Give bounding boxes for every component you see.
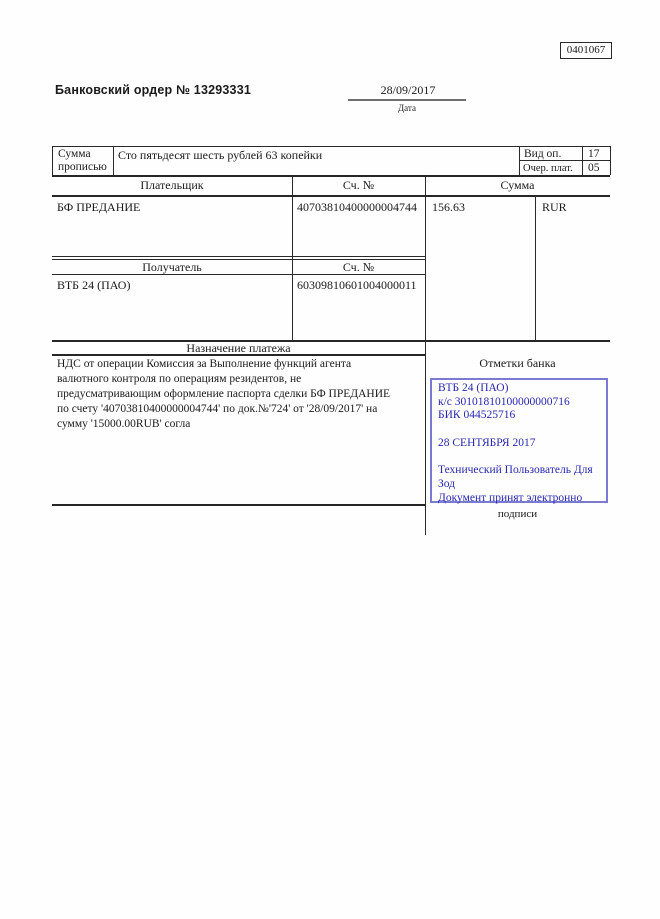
payer-account-label: Сч. № [342, 178, 375, 192]
payee-account-number: 60309810601004000011 [297, 278, 417, 292]
stamp-bank-name: ВТБ 24 (ПАО) [438, 382, 509, 394]
purpose-section-bottom-border [52, 504, 425, 506]
table-right-border [610, 146, 611, 175]
date-label: Дата [398, 103, 416, 113]
payer-section-label: Плательщик [140, 178, 204, 192]
document-title: Банковский ордер № 13293331 [55, 83, 252, 97]
amount-words-label-line2: прописью [58, 161, 107, 173]
amount-words-value: Сто пятьдесят шесть рублей 63 копейки [118, 148, 323, 162]
purpose-text-line: НДС от операции Комиссия за Выполнение функций агента [57, 358, 352, 370]
stamp-date: 28 СЕНТЯБРЯ 2017 [438, 436, 536, 449]
amount-currency-divider [535, 195, 536, 340]
payee-section-label: Получатель [142, 260, 202, 274]
op-type-left-divider [519, 146, 520, 175]
signatures-label: подписи [497, 508, 538, 520]
bank-marks-label: Отметки банка [479, 356, 556, 370]
stamp-blank-line [438, 451, 602, 465]
priority-value: 05 [588, 162, 600, 174]
amount-words-bottom-border [52, 175, 610, 177]
payer-account-number: 40703810400000004744 [297, 200, 417, 214]
amount-column-label: Сумма [500, 178, 535, 192]
name-account-column-divider [292, 175, 293, 340]
op-type-value-divider [582, 146, 583, 175]
table-left-border [52, 146, 53, 175]
op-type-value: 17 [588, 148, 600, 160]
bank-stamp [430, 378, 608, 503]
stamp-blank-line [438, 423, 602, 437]
purpose-text-line: валютного контроля по операциям резидентов, не [57, 373, 302, 385]
amount-words-label-divider [113, 146, 114, 175]
payment-amount: 156.63 [432, 200, 465, 214]
purpose-text-line: сумму '15000.00RUB' согла [57, 418, 191, 430]
table-top-border [52, 146, 610, 147]
purpose-text-line: предусматривающим оформление паспорта сделки БФ ПРЕДАНИЕ [57, 388, 391, 400]
stamp-bik: БИК 044525716 [438, 409, 516, 422]
payment-currency: RUR [542, 200, 567, 214]
account-amount-column-divider [425, 175, 426, 535]
stamp-operator-line2: Зод [438, 477, 456, 490]
stamp-corr-account: к/с 30101810100000000716 [438, 395, 570, 408]
stamp-operator-line1: Технический Пользователь Для [438, 464, 593, 477]
stamp-accepted-note: Документ принят электронно [438, 491, 583, 504]
payee-header-bottom-border [52, 274, 425, 275]
purpose-text-line: по счету '40703810400000004744' по док.№'724' от '28/09/2017' на [57, 403, 378, 415]
date-underline [348, 99, 466, 101]
purpose-section-label: Назначение платежа [186, 341, 291, 355]
op-type-label: Вид оп. [524, 148, 562, 160]
payee-name: ВТБ 24 (ПАО) [57, 278, 131, 292]
payer-header-bottom-border [52, 195, 610, 197]
priority-label: Очер. плат. [523, 163, 573, 174]
purpose-text [57, 357, 429, 432]
payee-account-label: Сч. № [342, 260, 375, 274]
payer-name: БФ ПРЕДАНИЕ [57, 200, 141, 214]
form-code-box [560, 42, 612, 59]
date-value: 28/09/2017 [380, 83, 436, 97]
amount-words-label-line1: Сумма [58, 148, 91, 160]
form-code: 0401067 [566, 44, 606, 56]
